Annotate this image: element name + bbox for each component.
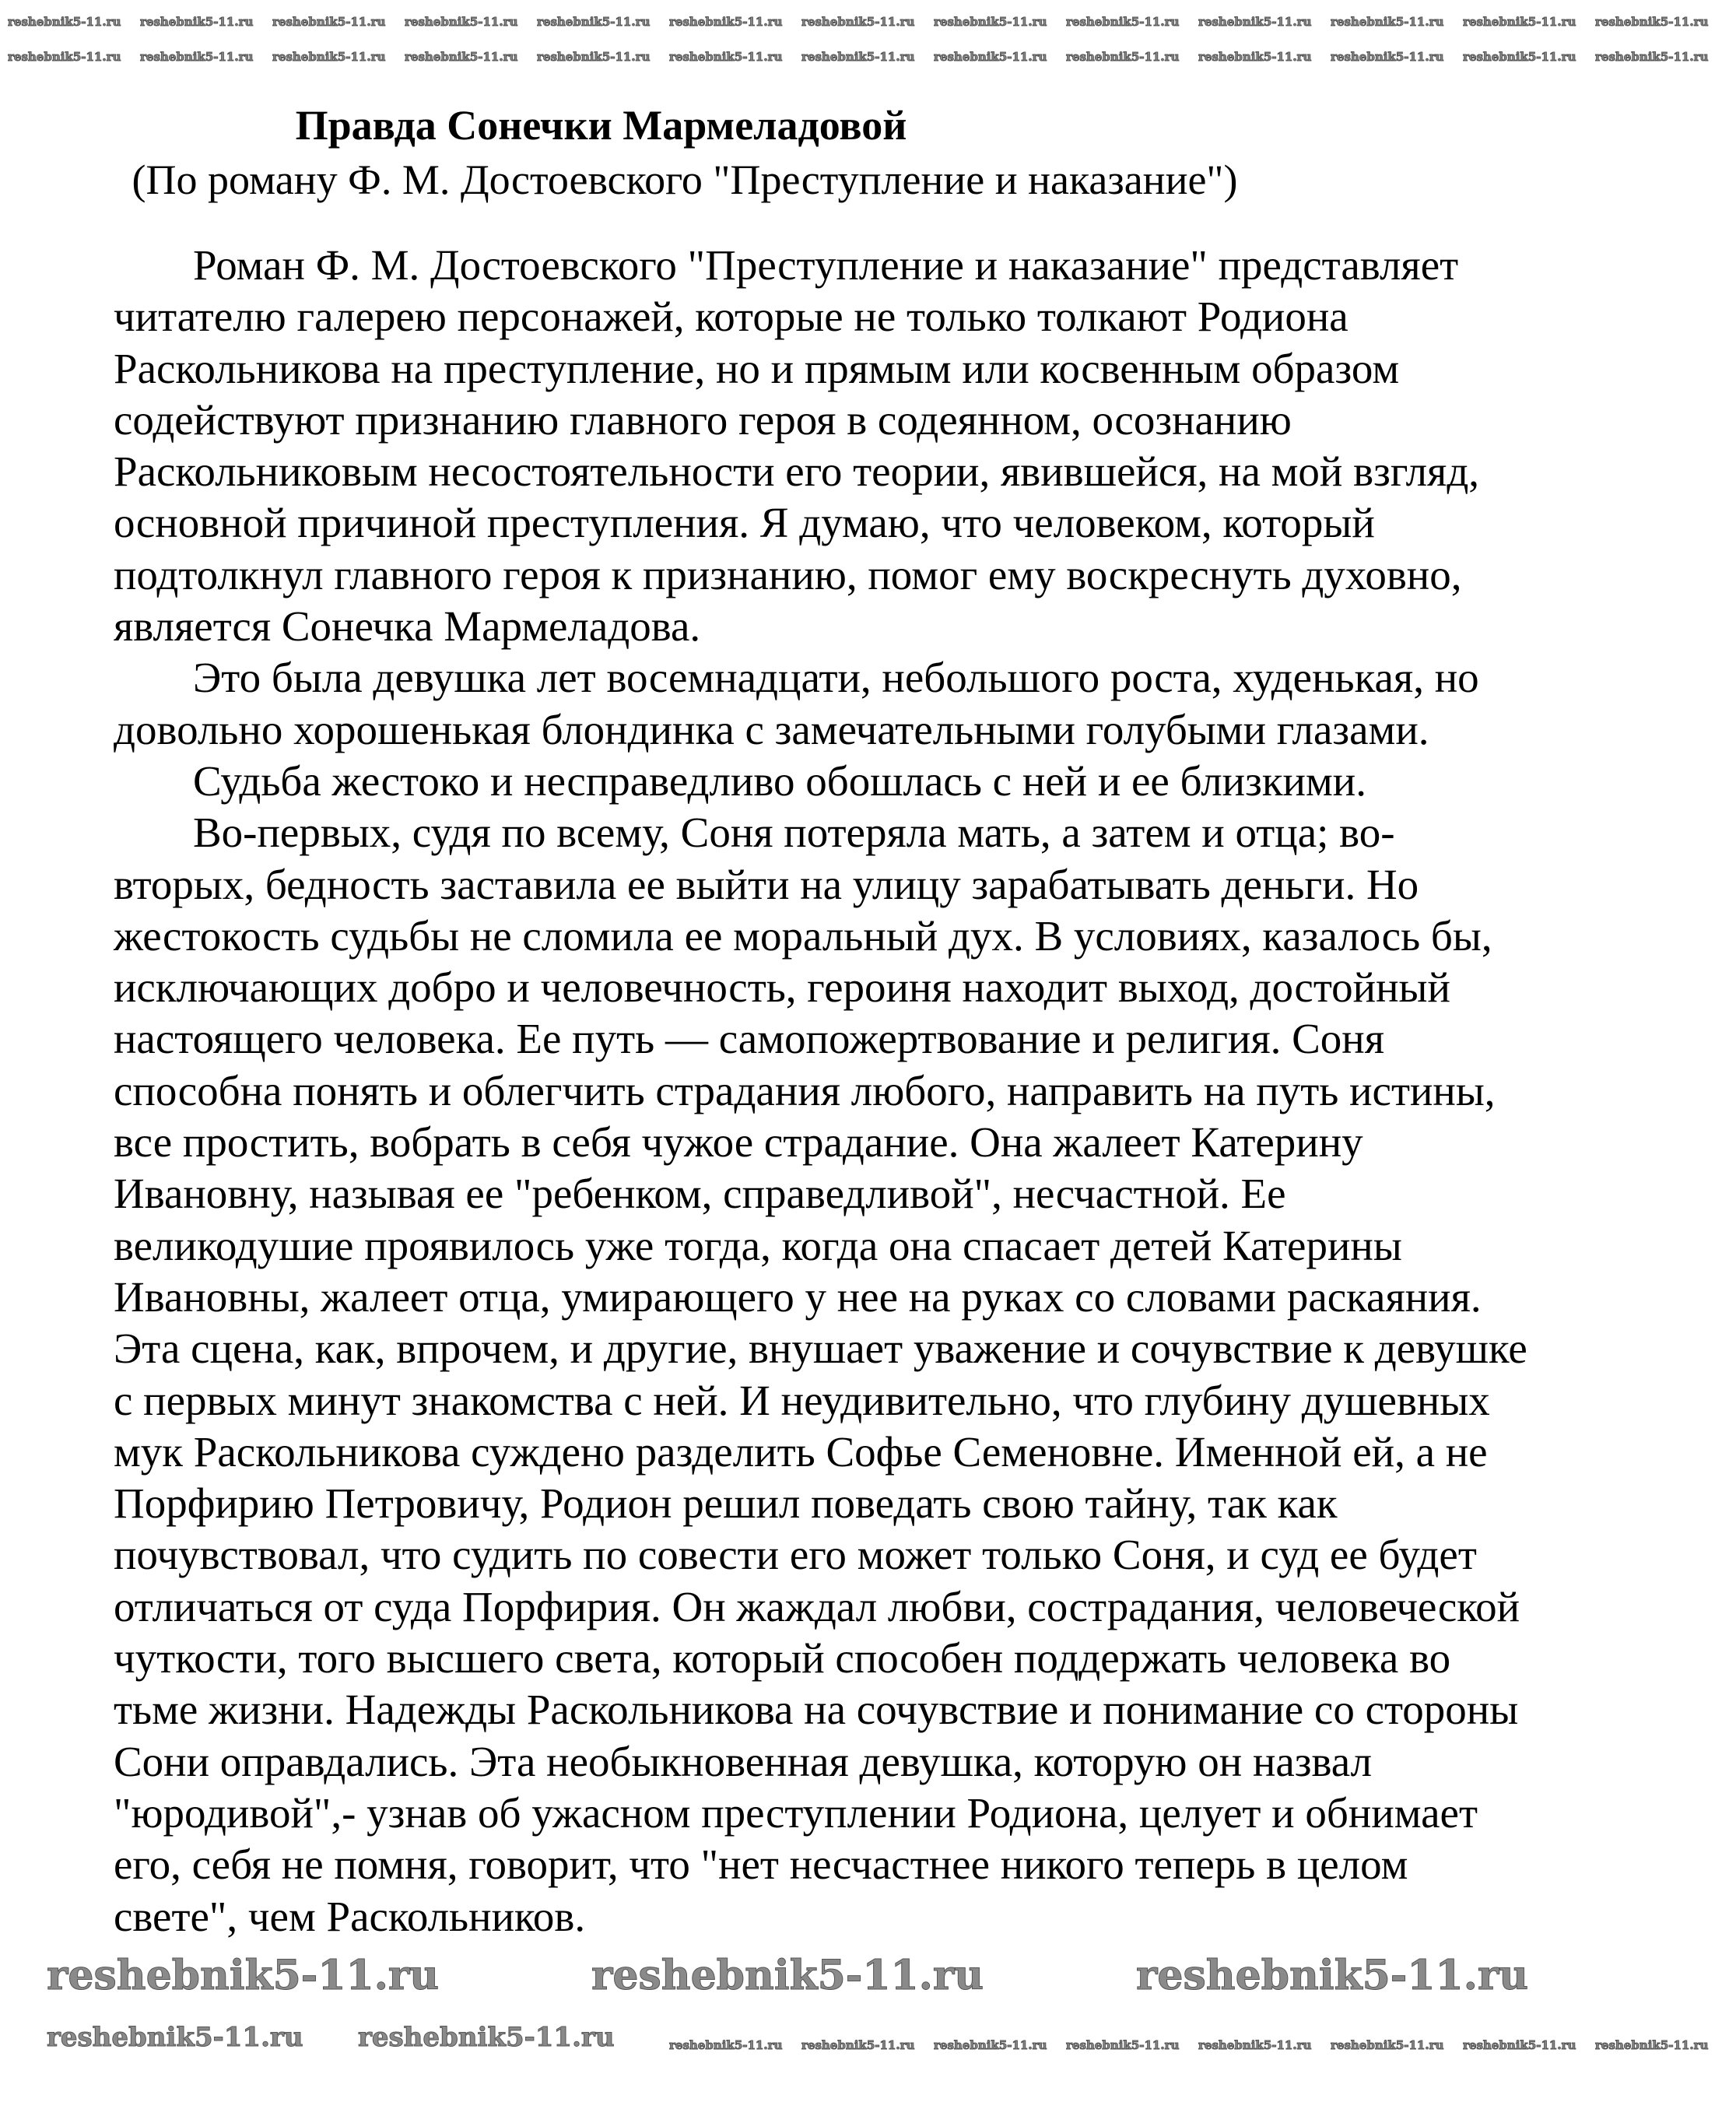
watermark: reshebnik5-11.ru [669, 50, 783, 64]
text-line: Ивановны, жалеет отца, умирающего у нее на руках со словами раскаяния. [114, 1272, 1482, 1321]
document-title: Правда Сонечки Мармеладовой [295, 102, 907, 149]
watermark: reshebnik5-11.ru [1198, 15, 1312, 29]
watermark: reshebnik5-11.ru [934, 50, 1047, 64]
document-body [114, 240, 1527, 1942]
text-line: основной причиной преступления. Я думаю, что человеком, который [114, 499, 1375, 547]
watermark: reshebnik5-11.ru [1331, 2038, 1444, 2052]
watermark: reshebnik5-11.ru [537, 15, 651, 29]
watermark: reshebnik5-11.ru [1136, 1952, 1529, 1999]
watermark: reshebnik5-11.ru [1595, 15, 1709, 29]
watermark: reshebnik5-11.ru [140, 15, 254, 29]
text-line: Эта сцена, как, впрочем, и другие, внушает уважение и сочувствие к девушке [114, 1325, 1527, 1373]
text-line: Роман Ф. М. Достоевского "Преступление и наказание" представляет [193, 241, 1459, 289]
watermark: reshebnik5-11.ru [272, 50, 386, 64]
text-line: "юродивой",- узнав об ужасном преступлении Родиона, целует и обнимает [114, 1788, 1478, 1837]
text-line: Порфирию Петровичу, Родион решил поведать свою тайну, так как [114, 1479, 1338, 1528]
text-line: Судьба жестоко и несправедливо обошлась с ней и ее близкими. [193, 756, 1366, 805]
text-line: Во-первых, судя по всему, Соня потеряла мать, а затем и отца; во- [193, 809, 1395, 857]
watermark: reshebnik5-11.ru [405, 50, 518, 64]
watermark: reshebnik5-11.ru [8, 50, 121, 64]
watermark: reshebnik5-11.ru [669, 2038, 783, 2052]
text-line: способна понять и облегчить страдания любого, направить на путь истины, [114, 1066, 1496, 1114]
text-line: чуткости, того высшего света, который способен поддержать человека во [114, 1634, 1451, 1683]
text-line: читателю галерею персонажей, которые не только толкают Родиона [114, 293, 1348, 341]
text-line: подтолкнул главного героя к признанию, помог ему воскреснуть духовно, [114, 550, 1462, 598]
watermark: reshebnik5-11.ru [47, 1952, 440, 1999]
text-line: отличаться от суда Порфирия. Он жаждал любви, сострадания, человеческой [114, 1582, 1520, 1630]
watermark: reshebnik5-11.ru [1198, 2038, 1312, 2052]
text-line: жестокость судьбы не сломила ее моральный дух. В условиях, казалось бы, [114, 911, 1492, 960]
watermark: reshebnik5-11.ru [8, 15, 121, 29]
text-line: все простить, вобрать в себя чужое страдание. Она жалеет Катерину [114, 1118, 1363, 1167]
watermark: reshebnik5-11.ru [1198, 50, 1312, 64]
text-line: мук Раскольникова суждено разделить Софье Семеновне. Именной ей, а не [114, 1427, 1488, 1476]
watermark: reshebnik5-11.ru [1595, 2038, 1709, 2052]
watermark: reshebnik5-11.ru [934, 15, 1047, 29]
text-line: Это была девушка лет восемнадцати, небольшого роста, худенькая, но [193, 654, 1479, 702]
watermark: reshebnik5-11.ru [934, 2038, 1047, 2052]
text-line: исключающих добро и человечность, героиня находит выход, достойный [114, 963, 1450, 1012]
watermark: reshebnik5-11.ru [1066, 15, 1180, 29]
watermark: reshebnik5-11.ru [405, 15, 518, 29]
text-line: Сони оправдались. Эта необыкновенная девушка, которую он назвал [114, 1737, 1373, 1785]
watermark: reshebnik5-11.ru [669, 15, 783, 29]
watermark: reshebnik5-11.ru [272, 15, 386, 29]
text-line: настоящего человека. Ее путь — самопожертвование и религия. Соня [114, 1015, 1385, 1063]
watermark: reshebnik5-11.ru [801, 2038, 915, 2052]
text-line: с первых минут знакомства с ней. И неудивительно, что глубину душевных [114, 1376, 1490, 1424]
text-line: довольно хорошенькая блондинка с замечательными голубыми глазами. [114, 705, 1429, 753]
watermark: reshebnik5-11.ru [1066, 2038, 1180, 2052]
text-line: содействуют признанию главного героя в содеянном, осознанию [114, 395, 1292, 444]
watermark: reshebnik5-11.ru [1066, 50, 1180, 64]
watermark: reshebnik5-11.ru [1595, 50, 1709, 64]
watermark: reshebnik5-11.ru [1463, 15, 1576, 29]
watermark: reshebnik5-11.ru [801, 15, 915, 29]
text-line: его, себя не помня, говорит, что "нет несчастнее никого теперь в целом [114, 1841, 1408, 1889]
watermark: reshebnik5-11.ru [537, 50, 651, 64]
document-subtitle: (По роману Ф. М. Достоевского "Преступление и наказание") [132, 156, 1238, 203]
watermark: reshebnik5-11.ru [1463, 50, 1576, 64]
text-line: вторых, бедность заставила ее выйти на улицу зарабатывать деньги. Но [114, 860, 1419, 908]
watermark: reshebnik5-11.ru [801, 50, 915, 64]
text-line: великодушие проявилось уже тогда, когда она спасает детей Катерины [114, 1221, 1402, 1269]
watermark: reshebnik5-11.ru [1463, 2038, 1576, 2052]
watermark: reshebnik5-11.ru [47, 2022, 303, 2053]
watermark: reshebnik5-11.ru [1331, 50, 1444, 64]
text-line: Раскольникова на преступление, но и прямым или косвенным образом [114, 344, 1400, 392]
watermark: reshebnik5-11.ru [1331, 15, 1444, 29]
watermark: reshebnik5-11.ru [140, 50, 254, 64]
text-line: Ивановну, называя ее "ребенком, справедливой", несчастной. Ее [114, 1170, 1286, 1218]
text-line: почувствовал, что судить по совести его может только Соня, и суд ее будет [114, 1531, 1477, 1579]
text-line: тьме жизни. Надежды Раскольникова на сочувствие и понимание со стороны [114, 1686, 1519, 1734]
text-line: свете", чем Раскольников. [114, 1892, 586, 1940]
text-line: является Сонечка Мармеладова. [114, 602, 701, 651]
watermark: reshebnik5-11.ru [591, 1952, 984, 1999]
watermark: reshebnik5-11.ru [358, 2022, 615, 2053]
text-line: Раскольниковым несостоятельности его теории, явившейся, на мой взгляд, [114, 447, 1480, 496]
